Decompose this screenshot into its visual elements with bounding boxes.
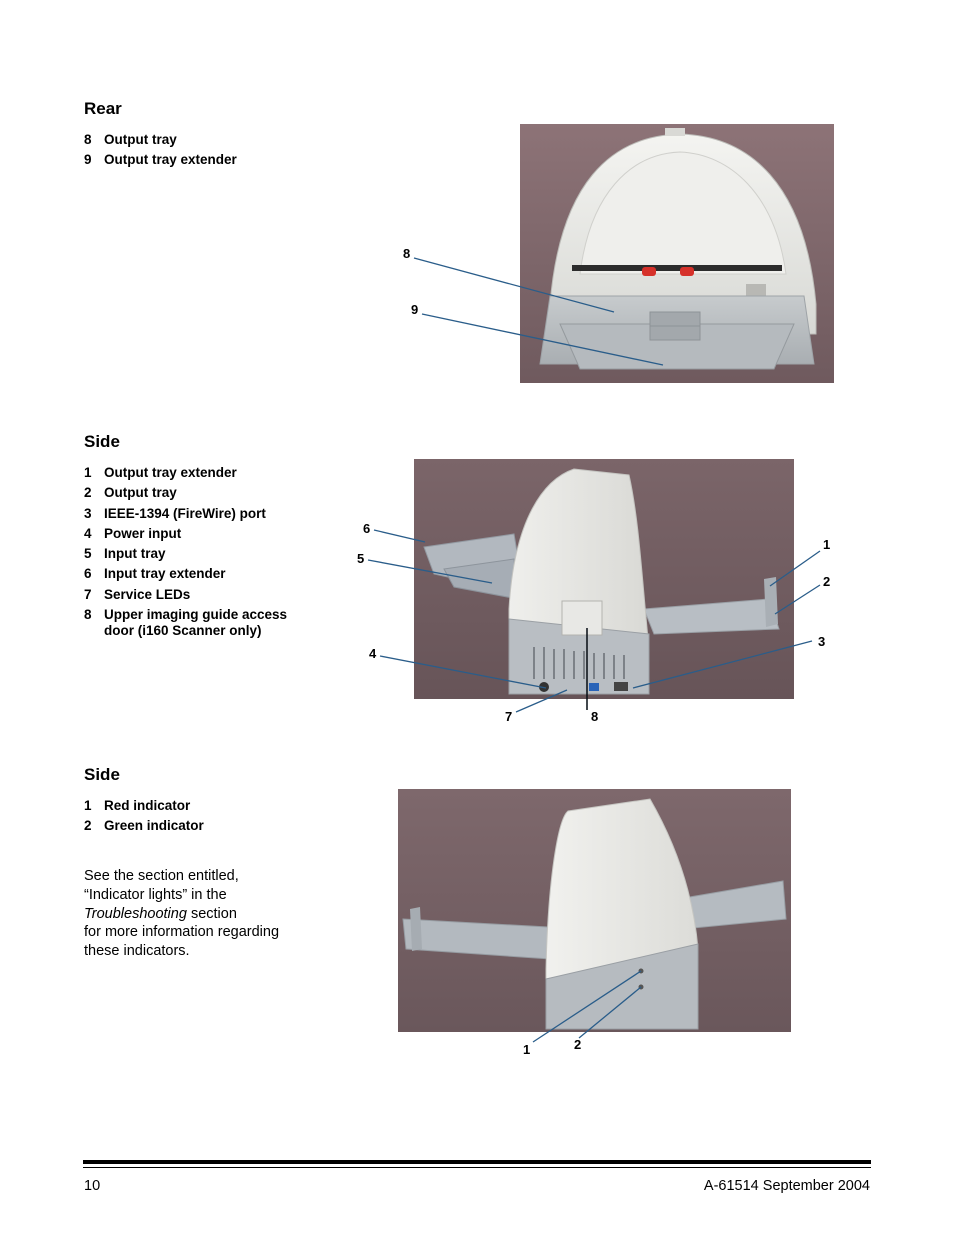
callout-4: 4 bbox=[369, 646, 377, 661]
callout-8: 8 bbox=[591, 709, 599, 724]
list-item: 3 IEEE-1394 (FireWire) port bbox=[84, 505, 266, 521]
indicator-note: See the section entitled, “Indicator lights” in the Troubleshooting section for more information regarding these indicators. bbox=[84, 868, 280, 960]
side-legend bbox=[84, 463, 314, 639]
callout-8: 8 bbox=[403, 246, 411, 261]
callout-9: 9 bbox=[411, 302, 419, 317]
callout-5: 5 bbox=[357, 551, 365, 566]
document-info: A-61514 September 2004 bbox=[703, 1178, 870, 1194]
page-number: 10 bbox=[84, 1178, 101, 1194]
callout-3: 3 bbox=[818, 634, 826, 649]
list-item: 2 Output tray bbox=[84, 485, 177, 501]
callout-1: 1 bbox=[523, 1042, 531, 1057]
indicators-photo bbox=[398, 789, 791, 1032]
callout-6: 6 bbox=[363, 521, 371, 536]
callout-7: 7 bbox=[505, 709, 513, 724]
section-heading-side-indicators: Side bbox=[84, 765, 120, 784]
callout-2: 2 bbox=[574, 1037, 582, 1052]
section-heading-side: Side bbox=[84, 432, 120, 451]
footer-rule-thick bbox=[83, 1160, 871, 1164]
list-item: 8 Upper imaging guide access door (i160 Scanner only) bbox=[84, 607, 288, 639]
side-photo bbox=[414, 459, 794, 699]
rear-photo bbox=[520, 124, 834, 383]
indicators-legend bbox=[84, 796, 314, 837]
list-item: 7 Service LEDs bbox=[84, 586, 191, 602]
section-heading-rear: Rear bbox=[84, 99, 122, 118]
list-item: 1 Red indicator bbox=[84, 798, 191, 813]
callout-1: 1 bbox=[823, 537, 831, 552]
list-item: 1 Output tray extender bbox=[84, 465, 237, 480]
list-item: 9 Output tray extender bbox=[84, 152, 237, 168]
footer-rule-thin bbox=[83, 1167, 871, 1168]
callout-2: 2 bbox=[823, 574, 831, 589]
list-item: 6 Input tray extender bbox=[84, 566, 226, 582]
list-item: 8 Output tray bbox=[84, 132, 177, 147]
list-item: 4 Power input bbox=[84, 525, 182, 541]
rear-legend bbox=[84, 130, 314, 171]
list-item: 2 Green indicator bbox=[84, 818, 204, 834]
list-item: 5 Input tray bbox=[84, 546, 166, 562]
